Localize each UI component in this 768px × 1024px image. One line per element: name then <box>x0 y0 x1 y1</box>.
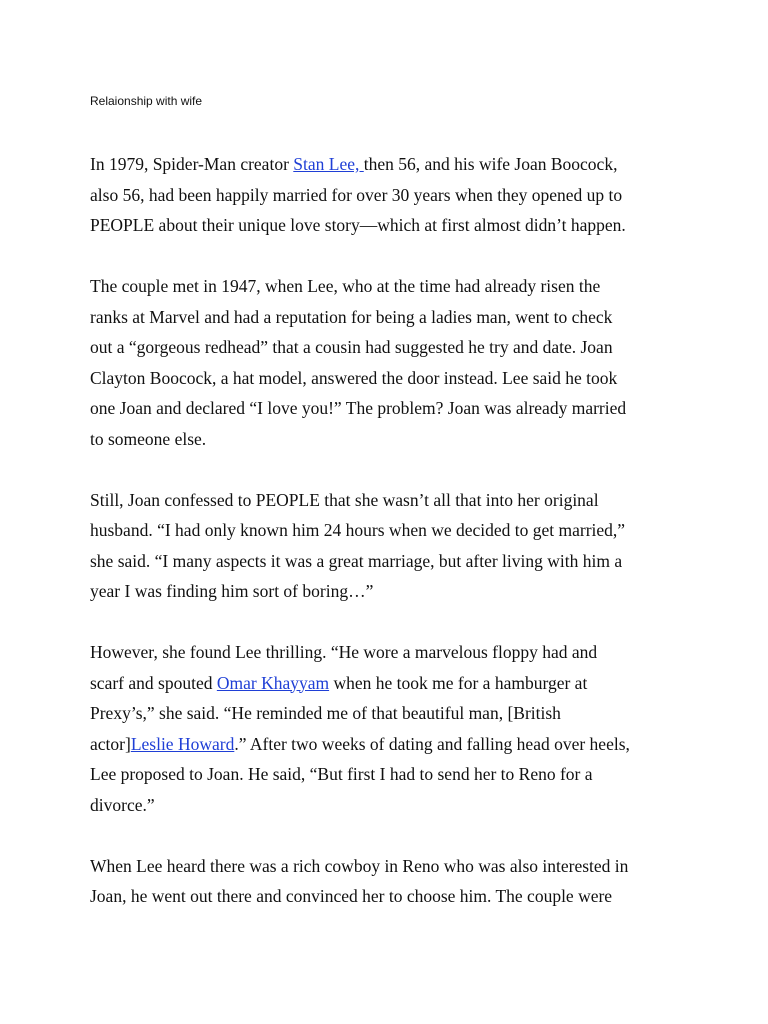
text-run: actor] <box>90 733 131 754</box>
text-run: In 1979, Spider-Man creator <box>90 154 294 174</box>
text-line: When Lee heard there was a rich cowboy in Reno who was also interested in <box>90 855 629 876</box>
leslie-howard-link[interactable]: Leslie Howard <box>130 733 235 754</box>
paragraph-1 <box>90 149 690 241</box>
text-line: to someone else. <box>90 428 207 449</box>
text-line: PEOPLE about their unique love story—which at first almost didn’t happen. <box>90 215 626 235</box>
text-line: year I was finding him sort of boring…” <box>90 581 374 601</box>
text-line <box>90 668 690 699</box>
text-line: out a “gorgeous redhead” that a cousin had suggested he try and date. Joan <box>90 337 613 357</box>
text-line: Clayton Boocock, a hat model, answered the door instead. Lee said he took <box>90 367 618 388</box>
document-heading: Relaionship with wife <box>90 94 203 108</box>
text-line <box>90 149 690 180</box>
text-run: when he took me for a hamburger at <box>329 672 588 693</box>
text-run: then 56, and his wife Joan Boocock, <box>363 154 618 174</box>
text-run: .” After two weeks of dating and falling head over heels, <box>234 733 630 754</box>
text-line: However, she found Lee thrilling. “He wore a marvelous floppy had and <box>90 642 598 662</box>
text-line: Still, Joan confessed to PEOPLE that she wasn’t all that into her original <box>90 489 599 510</box>
stan-lee-link[interactable]: Stan Lee, <box>293 154 364 174</box>
text-line: Prexy’s,” she said. “He reminded me of that beautiful man, [British <box>90 703 561 723</box>
text-line: Joan, he went out there and convinced her to choose him. The couple were <box>90 886 613 906</box>
paragraph-3 <box>90 485 690 607</box>
text-line: ranks at Marvel and had a reputation for being a ladies man, went to check <box>90 306 613 327</box>
paragraph-4 <box>90 637 690 820</box>
paragraph-5 <box>90 851 690 912</box>
paragraph-2 <box>90 271 690 454</box>
text-line: one Joan and declared “I love you!” The problem? Joan was already married <box>90 398 627 418</box>
text-line: The couple met in 1947, when Lee, who at the time had already risen the <box>90 276 601 296</box>
text-line: also 56, had been happily married for over 30 years when they opened up to <box>90 184 623 205</box>
text-line <box>90 729 690 760</box>
text-line: divorce.” <box>90 794 155 815</box>
text-run: scarf and spouted <box>90 672 217 693</box>
document-body <box>90 149 690 942</box>
text-line: husband. “I had only known him 24 hours when we decided to get married,” <box>90 520 626 540</box>
omar-khayyam-link[interactable]: Omar Khayyam <box>216 672 330 693</box>
text-line: Lee proposed to Joan. He said, “But first I had to send her to Reno for a <box>90 764 593 784</box>
text-line: she said. “I many aspects it was a great marriage, but after living with him a <box>90 550 623 571</box>
